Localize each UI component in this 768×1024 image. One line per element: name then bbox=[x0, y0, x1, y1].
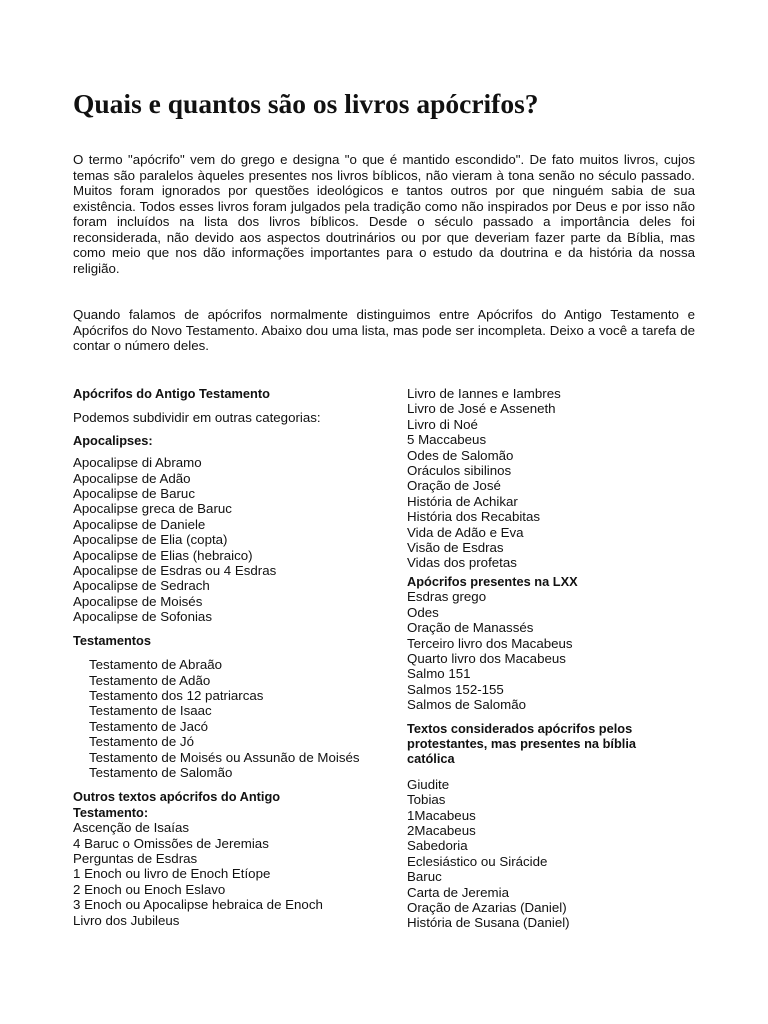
outros-list bbox=[73, 820, 391, 928]
list-item: 4 Baruc o Omissões de Jeremias bbox=[73, 835, 269, 851]
testamentos-list bbox=[73, 657, 391, 780]
list-item: Odes bbox=[407, 604, 439, 620]
list-item: Testamento de Moisés ou Assunão de Moisés bbox=[89, 749, 360, 765]
list-item: Oráculos sibilinos bbox=[407, 463, 512, 479]
intro-paragraph: O termo "apócrifo" vem do grego e designa "o que é mantido escondido". De fato muitos livros, cujos temas são paralelos àqueles presentes nos livros bíblicos, não vieram à tona senão no século passado. Muitos foram ignorados por questões ideológicos e tantos outros por que ninguém sabia de sua existência. Todos esses livros foram julgados pela tradição como não inspirados por Deus e por isso não foram incluídos na lista dos livros bíblicos. Desde o século passado a importância deles foi reconsiderada, não devido aos aspectos doutrinários ou por que deveriam fazer parte da Bíblia, mas como meio que nos dão informações importantes para o estudo da doutrina e da história da nossa religião. bbox=[73, 152, 695, 276]
list-item: Testamento dos 12 patriarcas bbox=[89, 687, 264, 703]
list-item: Apocalipse de Sofonias bbox=[73, 609, 212, 625]
list-item: Giudite bbox=[407, 776, 450, 792]
list-item: Salmos de Salomão bbox=[407, 697, 526, 713]
list-item: 3 Enoch ou Apocalipse hebraica de Enoch bbox=[73, 897, 323, 913]
list-item: Ascenção de Isaías bbox=[73, 820, 190, 836]
list-item: Perguntas de Esdras bbox=[73, 850, 198, 866]
list-item: Livro dos Jubileus bbox=[73, 912, 180, 928]
list-item: Oração de José bbox=[407, 478, 501, 494]
list-item: Apocalipse di Abramo bbox=[73, 455, 202, 471]
list-item: Apocalipse de Sedrach bbox=[73, 578, 210, 594]
list-item: Esdras grego bbox=[407, 589, 487, 605]
list-item: Vida de Adão e Eva bbox=[407, 524, 524, 540]
heading-outros-textos: Outros textos apócrifos do Antigo Testamento: bbox=[73, 789, 281, 820]
right-column bbox=[407, 386, 697, 931]
list-item: 1Macabeus bbox=[407, 807, 476, 823]
second-paragraph: Quando falamos de apócrifos normalmente distinguimos entre Apócrifos do Antigo Testamento e Apócrifos do Novo Testamento. Abaixo dou uma lista, mas pode ser incompleta. Deixo a você a tarefa de contar o número deles. bbox=[73, 307, 695, 353]
list-item: Visão de Esdras bbox=[407, 540, 504, 556]
outros-list-continued bbox=[407, 386, 697, 571]
list-item: Eclesiástico ou Sirácide bbox=[407, 853, 548, 869]
heading-biblia-catolica: Textos considerados apócrifos pelos protestantes, mas presentes na bíblia católica bbox=[407, 720, 637, 767]
list-item: História dos Recabitas bbox=[407, 509, 541, 525]
list-item: 2 Enoch ou Enoch Eslavo bbox=[73, 881, 226, 897]
list-item: Oração de Manassés bbox=[407, 620, 534, 636]
list-item: Testamento de Jacó bbox=[89, 718, 209, 734]
list-item: 2Macabeus bbox=[407, 822, 476, 838]
list-item: Livro di Noé bbox=[407, 416, 478, 432]
subdivide-text: Podemos subdividir em outras categorias: bbox=[73, 410, 321, 426]
left-column bbox=[73, 386, 391, 928]
list-item: Terceiro livro dos Macabeus bbox=[407, 635, 573, 651]
list-item: Testamento de Adão bbox=[89, 672, 211, 688]
list-item: Quarto livro dos Macabeus bbox=[407, 650, 566, 666]
list-item: Salmo 151 bbox=[407, 666, 471, 682]
list-item: Apocalipse de Esdras ou 4 Esdras bbox=[73, 563, 277, 579]
list-item: Apocalipse de Adão bbox=[73, 470, 191, 486]
heading-testamentos: Testamentos bbox=[73, 632, 151, 648]
list-item: Apocalipse de Elias (hebraico) bbox=[73, 547, 253, 563]
page-title: Quais e quantos são os livros apócrifos? bbox=[73, 88, 539, 119]
list-item: Livro de Iannes e Iambres bbox=[407, 386, 561, 401]
heading-antigo-testamento: Apócrifos do Antigo Testamento bbox=[73, 386, 270, 401]
list-item: Apocalipse de Daniele bbox=[73, 516, 206, 532]
list-item: 5 Maccabeus bbox=[407, 432, 487, 448]
list-item: Testamento de Abraão bbox=[89, 657, 223, 673]
heading-lxx: Apócrifos presentes na LXX bbox=[407, 573, 578, 589]
list-item: 1 Enoch ou livro de Enoch Etíope bbox=[73, 866, 271, 882]
list-item: Baruc bbox=[407, 869, 442, 885]
list-item: Tobias bbox=[407, 792, 446, 808]
list-item: Testamento de Salomão bbox=[89, 764, 233, 780]
list-item: Oração de Azarias (Daniel) bbox=[407, 900, 567, 915]
list-item: Livro de José e Asseneth bbox=[407, 401, 556, 417]
heading-apocalipses: Apocalipses: bbox=[73, 432, 153, 448]
list-item: Apocalipse de Moisés bbox=[73, 593, 203, 609]
catolica-list bbox=[407, 777, 697, 931]
list-item: História de Achikar bbox=[407, 493, 518, 509]
apocalipses-list bbox=[73, 455, 391, 624]
list-item: Carta de Jeremia bbox=[407, 884, 509, 900]
list-item: Testamento de Jó bbox=[89, 734, 194, 750]
list-item: Vidas dos profetas bbox=[407, 555, 517, 571]
list-item: Apocalipse de Baruc bbox=[73, 486, 195, 502]
list-item: Salmos 152-155 bbox=[407, 681, 504, 697]
list-item: Testamento de Isaac bbox=[89, 703, 212, 719]
list-item: Sabedoria bbox=[407, 838, 468, 854]
list-item: História de Susana (Daniel) bbox=[407, 915, 570, 931]
list-item: Apocalipse greca de Baruc bbox=[73, 501, 232, 517]
list-item: Odes de Salomão bbox=[407, 447, 514, 463]
list-item: Apocalipse de Elia (copta) bbox=[73, 532, 228, 548]
lxx-list bbox=[407, 589, 697, 712]
